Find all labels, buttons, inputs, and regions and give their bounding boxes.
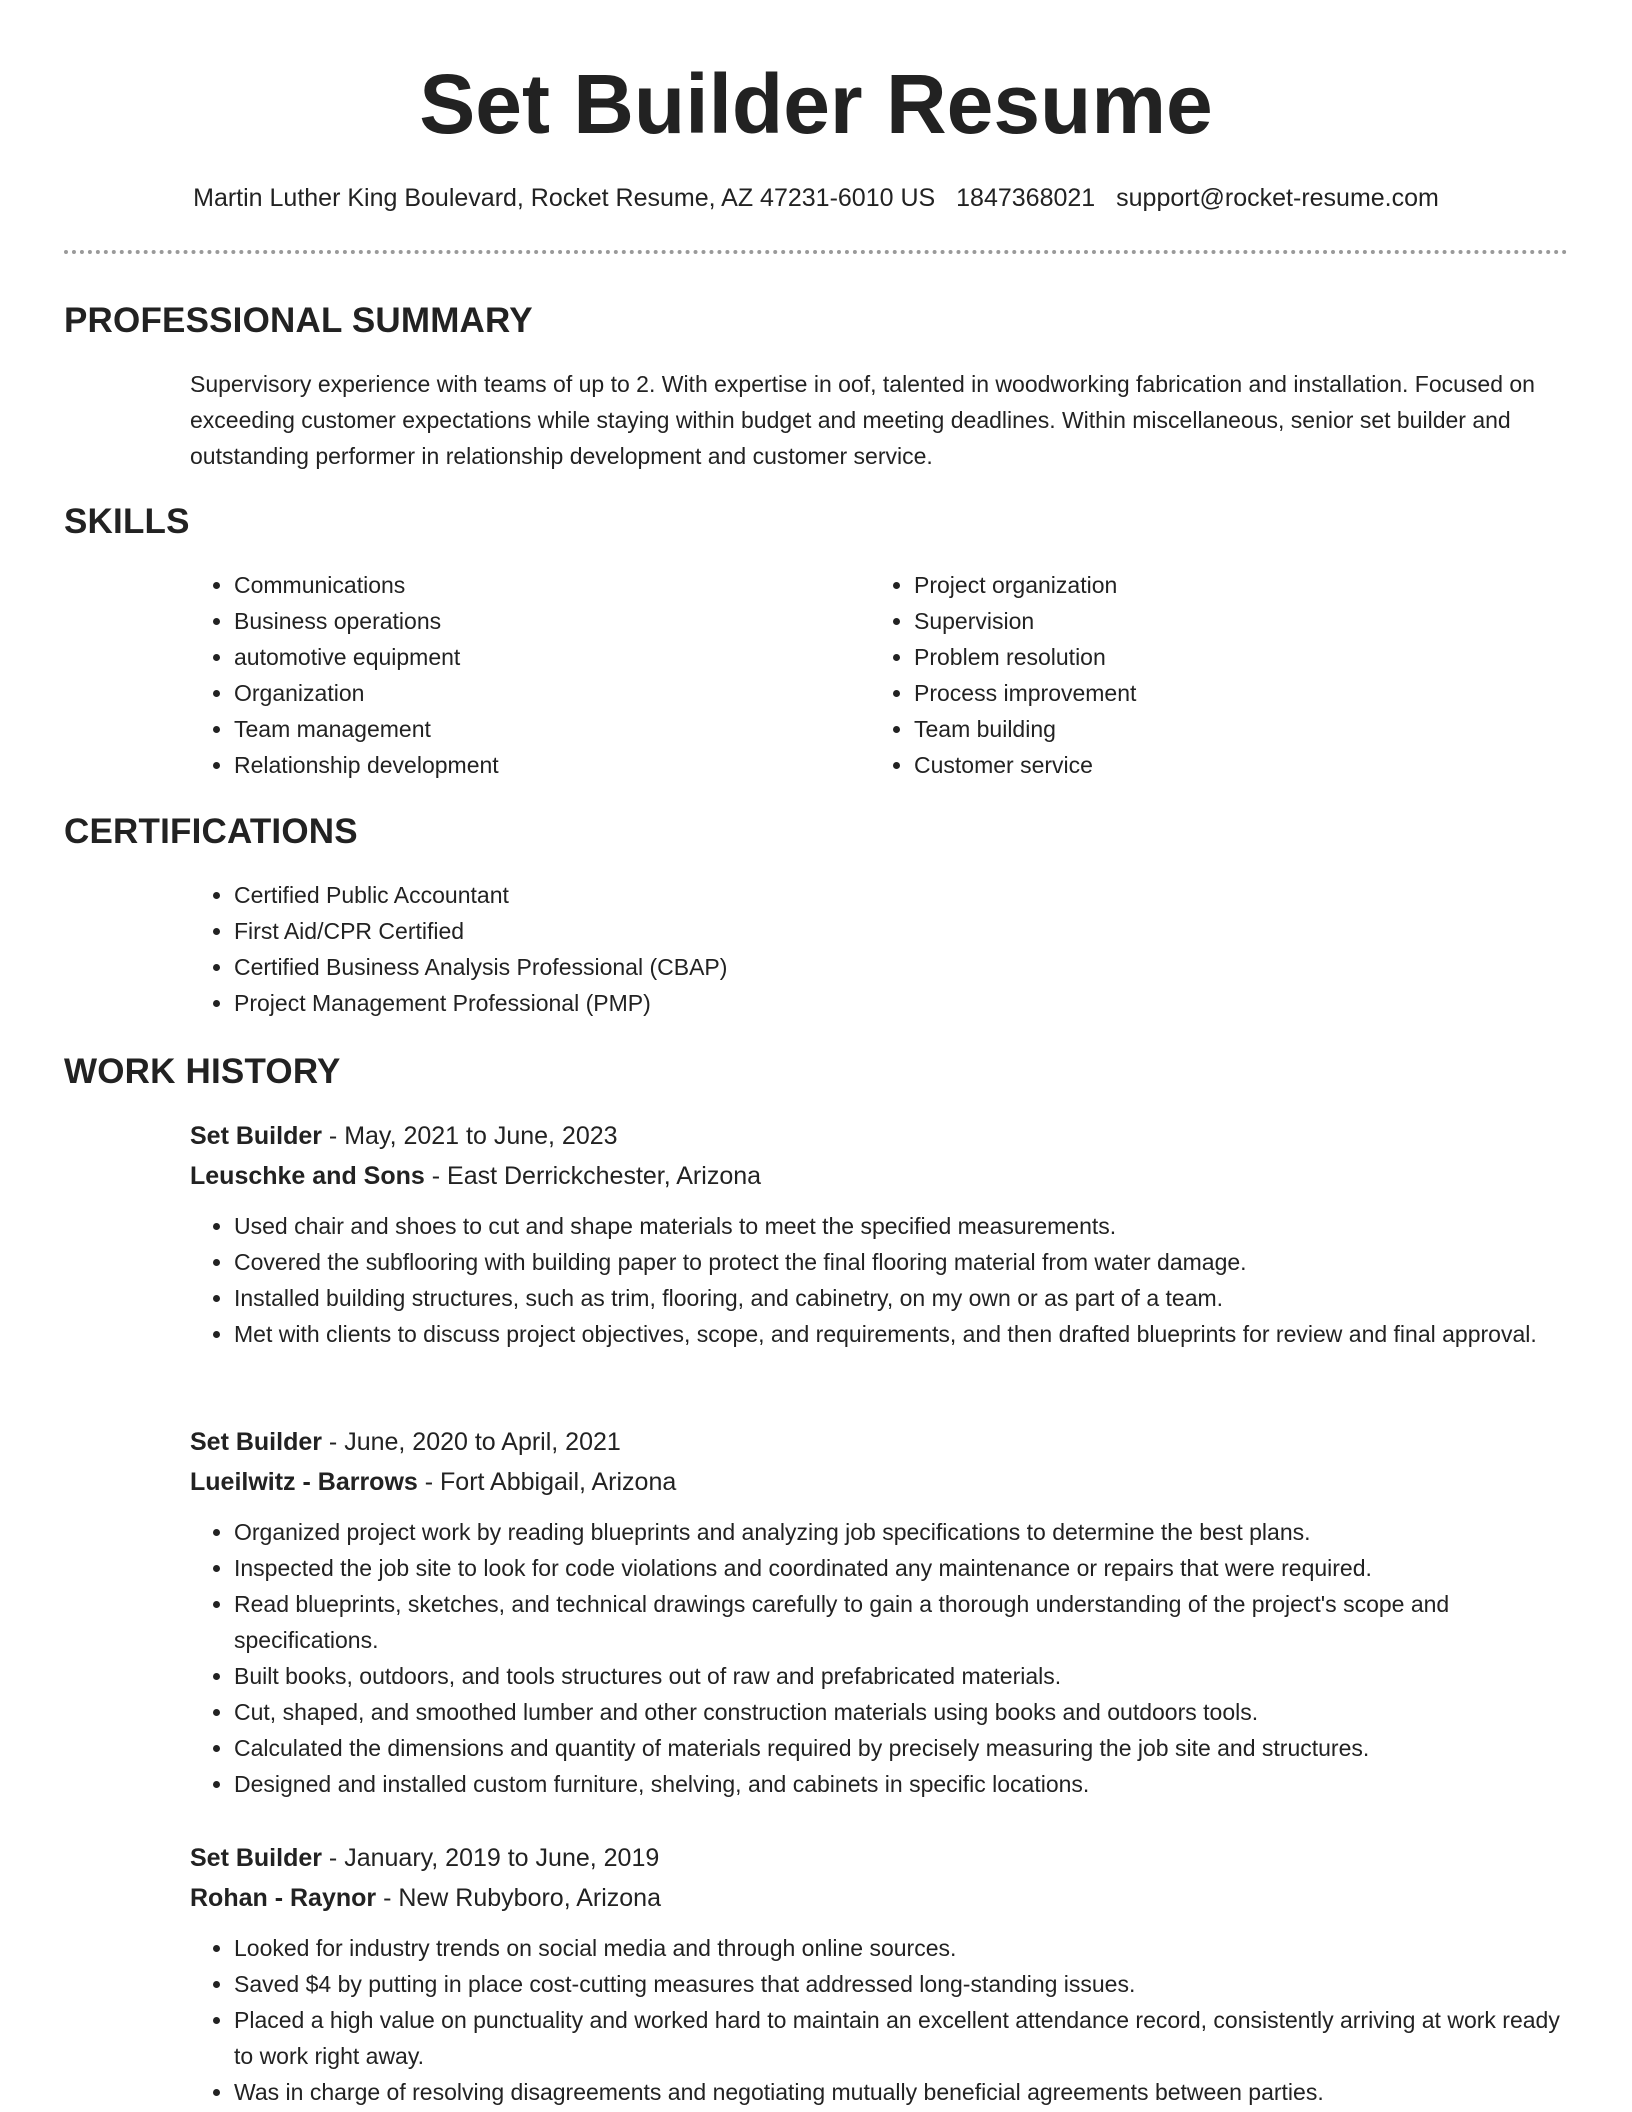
job-location: - New Rubyboro, Arizona: [376, 1884, 661, 1912]
skill-item: • Customer service: [914, 747, 1510, 783]
summary-text: Supervisory experience with teams of up to 2. With expertise in oof, talented in woodworking fabrication and installation. Focused on exceeding customer expectations while staying within budget and meeting deadlines. Within miscellaneous, senior set builder and outstanding performer in relationship development and customer service.: [190, 371, 1535, 469]
job-bullet: • Installed building structures, such as trim, flooring, and cabinetry, on my own or as part of a team.: [234, 1280, 1560, 1316]
job-title-line: [190, 1116, 1560, 1156]
skills-column-left: [190, 567, 830, 783]
job-entry: [190, 1838, 1560, 2110]
certifications-heading: CERTIFICATIONS: [64, 812, 358, 851]
job-title-line: [190, 1838, 1560, 1878]
job-dates: - June, 2020 to April, 2021: [321, 1428, 621, 1456]
job-bullet: • Cut, shaped, and smoothed lumber and other construction materials using books and outdoors tools.: [234, 1694, 1560, 1730]
job-bullet: • Looked for industry trends on social media and through online sources.: [234, 1930, 1560, 1966]
job-bullet: • Built books, outdoors, and tools structures out of raw and prefabricated materials.: [234, 1658, 1560, 1694]
skill-item: • Business operations: [234, 603, 830, 639]
job-company: Rohan - Raynor: [190, 1884, 377, 1912]
certification-item: • Certified Public Accountant: [234, 877, 1490, 913]
job-company-line: [190, 1156, 1560, 1196]
skills-column-right: [870, 567, 1510, 783]
skill-item: • Team management: [234, 711, 830, 747]
skill-item: • Organization: [234, 675, 830, 711]
contact-email[interactable]: support@rocket-resume.com: [1116, 184, 1439, 212]
job-bullet: • Covered the subflooring with building paper to protect the final flooring material from water damage.: [234, 1244, 1560, 1280]
contact-address: Martin Luther King Boulevard, Rocket Resume, AZ 47231-6010 US: [193, 184, 936, 212]
job-company-line: [190, 1462, 1560, 1502]
skill-item: • Team building: [914, 711, 1510, 747]
job-title: Set Builder: [190, 1844, 322, 1872]
contact-phone: 1847368021: [956, 184, 1096, 212]
job-title-line: [190, 1422, 1560, 1462]
job-dates: - January, 2019 to June, 2019: [321, 1844, 660, 1872]
skill-item: • Relationship development: [234, 747, 830, 783]
job-bullet: • Used chair and shoes to cut and shape materials to meet the specified measurements.: [234, 1208, 1560, 1244]
job-company: Lueilwitz - Barrows: [190, 1468, 418, 1496]
job-bullet: • Read blueprints, sketches, and technical drawings carefully to gain a thorough understanding of the project's scope and specifications.: [234, 1586, 1560, 1658]
skill-item: • automotive equipment: [234, 639, 830, 675]
job-entry: [190, 1116, 1560, 1352]
job-title: Set Builder: [190, 1428, 322, 1456]
resume-name: Set Builder Resume: [419, 57, 1213, 151]
job-location: - East Derrickchester, Arizona: [424, 1162, 762, 1190]
skill-item: • Supervision: [914, 603, 1510, 639]
job-dates: - May, 2021 to June, 2023: [321, 1122, 618, 1150]
job-bullet: • Inspected the job site to look for code violations and coordinated any maintenance or repairs that were required.: [234, 1550, 1560, 1586]
skills-heading: SKILLS: [64, 502, 190, 541]
job-bullet: • Calculated the dimensions and quantity of materials required by precisely measuring the job site and structures.: [234, 1730, 1560, 1766]
job-company-line: [190, 1878, 1560, 1918]
certification-item: • First Aid/CPR Certified: [234, 913, 1490, 949]
summary-heading: PROFESSIONAL SUMMARY: [64, 301, 533, 340]
job-company: Leuschke and Sons: [190, 1162, 425, 1190]
job-bullet: • Placed a high value on punctuality and worked hard to maintain an excellent attendance record, consistently arriving at work ready to work right away.: [234, 2002, 1560, 2074]
certification-item: • Certified Business Analysis Professional (CBAP): [234, 949, 1490, 985]
job-title: Set Builder: [190, 1122, 322, 1150]
certifications-list: [190, 877, 1490, 1021]
job-bullet: • Designed and installed custom furniture, shelving, and cabinets in specific locations.: [234, 1766, 1560, 1802]
skill-item: • Problem resolution: [914, 639, 1510, 675]
job-entry: [190, 1422, 1560, 1802]
skill-item: • Process improvement: [914, 675, 1510, 711]
work-history-heading: WORK HISTORY: [64, 1052, 341, 1091]
job-bullet: • Was in charge of resolving disagreements and negotiating mutually beneficial agreements between parties.: [234, 2074, 1560, 2110]
skill-item: • Communications: [234, 567, 830, 603]
job-location: - Fort Abbigail, Arizona: [417, 1468, 677, 1496]
skill-item: • Project organization: [914, 567, 1510, 603]
contact-line: [0, 180, 1632, 216]
job-bullet: • Met with clients to discuss project objectives, scope, and requirements, and then drafted blueprints for review and final approval.: [234, 1316, 1560, 1352]
job-bullet: • Organized project work by reading blueprints and analyzing job specifications to determine the best plans.: [234, 1514, 1560, 1550]
job-bullet: • Saved $4 by putting in place cost-cutting measures that addressed long-standing issues.: [234, 1966, 1560, 2002]
header-divider: [64, 250, 1568, 254]
certification-item: • Project Management Professional (PMP): [234, 985, 1490, 1021]
